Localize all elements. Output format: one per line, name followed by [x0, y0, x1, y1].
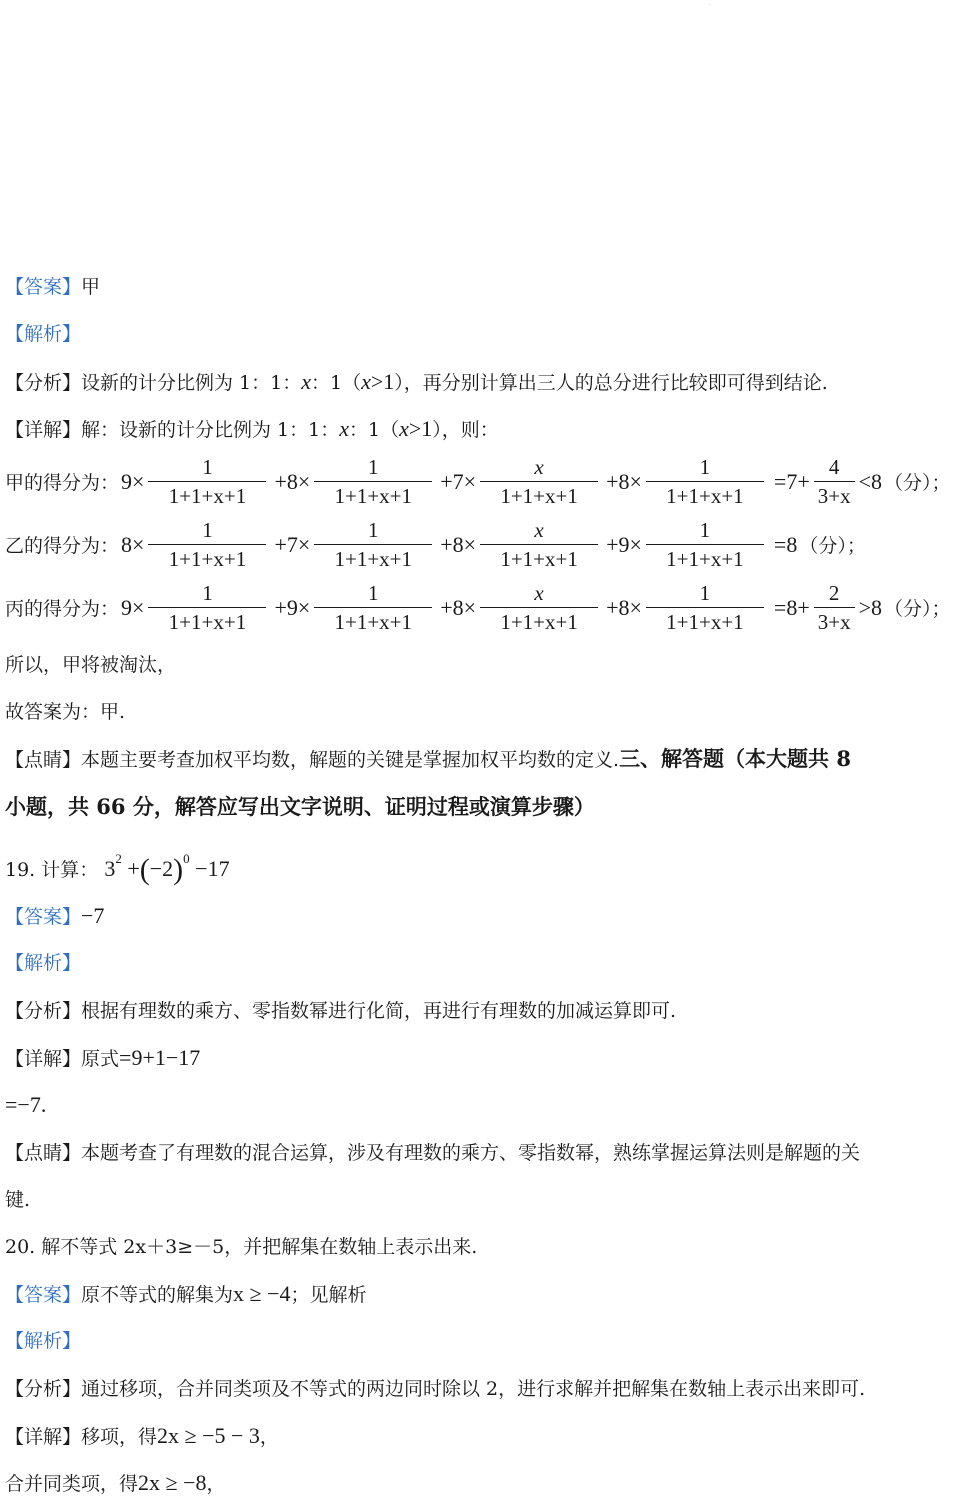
term-fraction: $\frac{1}{1+1+x+1}$ — [646, 516, 764, 573]
term-fraction: $\frac{x}{1+1+x+1}$ — [480, 453, 598, 510]
q20-fenxi: 【分析】通过移项，合并同类项及不等式的两边同时除以 2，进行求解并把解集在数轴上表示出来即可. — [5, 1378, 866, 1400]
speck: · — [709, 2, 711, 9]
score-row-label: 丙的得分为： — [5, 598, 120, 620]
section-heading: 三、解答题（本大题共 8 — [619, 746, 851, 771]
so-line: 所以，甲将被淘汰， — [5, 654, 177, 676]
term-coef: +7× — [440, 468, 477, 494]
q19-detail: 【详解】原式=9+1−17 — [5, 1045, 201, 1070]
score-unit: （分）； — [884, 598, 951, 620]
fenxi-line: 【分析】设新的计分比例为 1：1：x：1（x>1），再分别计算出三人的总分进行比较即可得到结论. — [5, 369, 828, 394]
answer-tag: 【答案】 — [5, 276, 82, 298]
score-row — [5, 453, 951, 510]
analysis-tag: 【解析】 — [5, 323, 82, 345]
score-row-label: 甲的得分为： — [5, 472, 120, 494]
q20-answer-line: 【答案】原不等式的解集为x ≥ −4；见解析 — [5, 1281, 367, 1306]
score-compare: >8 — [858, 594, 883, 620]
term-coef: +9× — [606, 531, 642, 557]
score-row — [5, 579, 951, 636]
q19-fenxi: 【分析】根据有理数的乘方、零指数幂进行化简，再进行有理数的加减运算即可. — [5, 1000, 677, 1022]
score-unit: （分）； — [799, 535, 866, 557]
detail-tag: 【详解】 — [5, 419, 82, 441]
detail-line: 【详解】解：设新的计分比例为 1：1：x：1（x>1），则： — [5, 416, 499, 441]
q20-title: 20. 解不等式 2x＋3≥－5，并把解集在数轴上表示出来. — [5, 1236, 478, 1258]
term-coef: 9× — [121, 468, 145, 494]
term-coef: +9× — [274, 594, 311, 620]
q19-dianjing: 【点睛】本题考查了有理数的混合运算，涉及有理数的乘方、零指数幂，熟练掌握运算法则是解题的关 — [5, 1142, 861, 1164]
term-fraction: $\frac{x}{1+1+x+1}$ — [480, 579, 598, 636]
term-fraction: $\frac{x}{1+1+x+1}$ — [480, 516, 598, 573]
term-fraction: $\frac{1}{1+1+x+1}$ — [646, 579, 764, 636]
q19-analysis-tag: 【解析】 — [5, 952, 82, 974]
q20-detail: 【详解】移项，得2x ≥ −5 − 3， — [5, 1423, 279, 1448]
dianjing-tag: 【点睛】 — [5, 749, 82, 771]
term-fraction: $\frac{1}{1+1+x+1}$ — [148, 579, 266, 636]
q19-step2: =−7. — [5, 1092, 47, 1117]
term-fraction: $\frac{1}{1+1+x+1}$ — [148, 453, 266, 510]
term-coef: +8× — [440, 531, 477, 557]
term-coef: +8× — [606, 594, 642, 620]
score-row — [5, 516, 866, 573]
score-unit: （分）； — [884, 472, 951, 494]
section-heading-cont: 小题，共 66 分，解答应写出文字说明、证明过程或演算步骤） — [5, 794, 595, 819]
term-fraction: $\frac{1}{1+1+x+1}$ — [646, 453, 764, 510]
term-coef: +7× — [274, 531, 311, 557]
score-result: =7+ — [773, 468, 810, 494]
dianjing-line: 【点睛】本题主要考查加权平均数，解题的关键是掌握加权平均数的定义.三、解答题（本大题共 8 — [5, 746, 851, 771]
term-fraction: $\frac{1}{1+1+x+1}$ — [314, 453, 432, 510]
term-coef: +8× — [606, 468, 642, 494]
score-result: =8 — [773, 531, 798, 557]
score-compare: <8 — [858, 468, 883, 494]
q19-dianjing-cont: 键. — [5, 1189, 31, 1211]
term-fraction: $\frac{1}{1+1+x+1}$ — [314, 579, 432, 636]
term-fraction: $\frac{1}{1+1+x+1}$ — [314, 516, 432, 573]
term-coef: 9× — [121, 594, 145, 620]
answer-line — [5, 274, 962, 300]
score-row-label: 乙的得分为： — [5, 535, 120, 557]
answer-text: 甲 — [81, 276, 101, 298]
result-fraction: $\frac{2}{3+x}$ — [814, 579, 855, 636]
term-fraction: $\frac{1}{1+1+x+1}$ — [148, 516, 266, 573]
fenxi-tag: 【分析】 — [5, 372, 82, 394]
q19-answer: −7 — [81, 903, 105, 928]
q20-merge: 合并同类项，得2x ≥ −8， — [5, 1470, 226, 1495]
term-coef: +8× — [274, 468, 311, 494]
q19-answer-line: 【答案】−7 — [5, 903, 105, 928]
score-result: =8+ — [773, 594, 810, 620]
q20-analysis-tag: 【解析】 — [5, 1330, 82, 1352]
result-fraction: $\frac{4}{3+x}$ — [814, 453, 855, 510]
term-coef: 8× — [121, 531, 145, 557]
q19-expr: $3^2 +(-2)^0 -17$ — [104, 851, 230, 886]
q19-title: 19. 计算： $3^2 +(-2)^0 -17$ — [5, 851, 230, 886]
term-coef: +8× — [440, 594, 477, 620]
final-line: 故答案为：甲. — [5, 701, 126, 723]
